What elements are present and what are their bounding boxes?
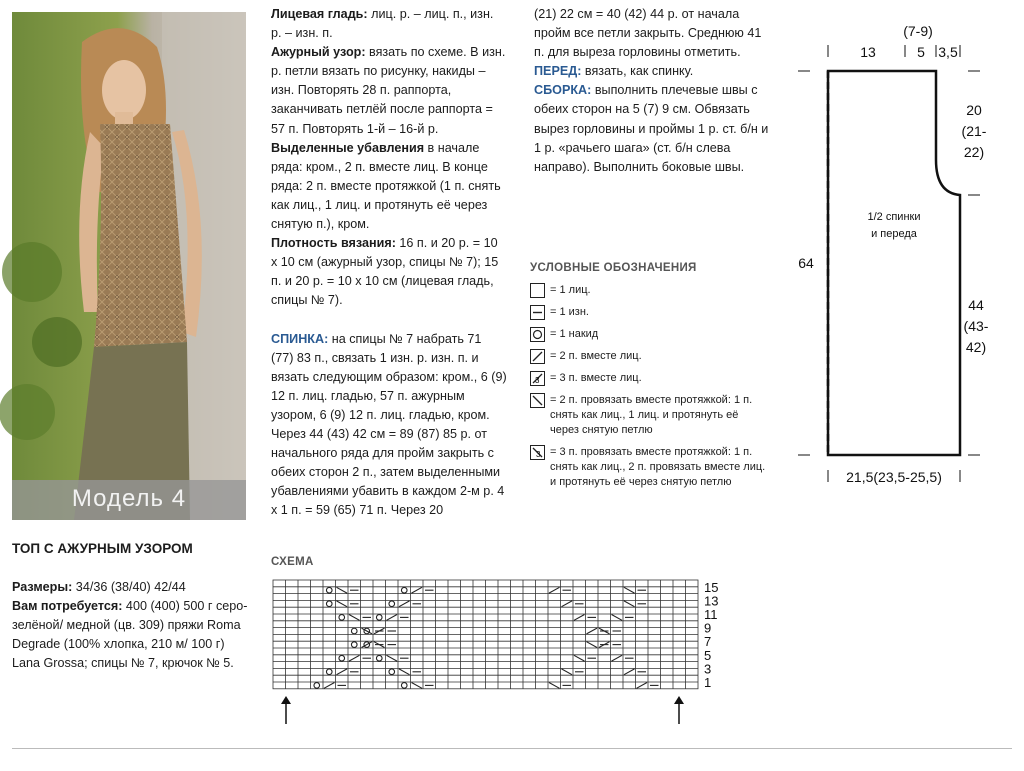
instructions-column-1 xyxy=(271,5,507,520)
openwork-label: Ажурный узор: xyxy=(271,45,366,60)
needs-label: Вам потребуется: xyxy=(12,599,123,614)
chart-row-number: 1 xyxy=(704,675,712,690)
chart-yarn-over xyxy=(314,683,320,689)
svg-text:3: 3 xyxy=(535,376,540,385)
stockinette-text: лиц. р. – лиц. п., изн. р. – изн. п. xyxy=(271,7,494,41)
chart-yarn-over xyxy=(326,669,332,675)
gauge-text: 16 п. и 20 р. = 10 х 10 см (ажурный узор, спицы № 7); 15 п. и 20 р. = 10 х 10 см (лицевая гладь, спицы № 7). xyxy=(271,236,499,308)
dim-armhole: 20 xyxy=(966,102,982,118)
sizes-value: 34/36 (38/40) 42/44 xyxy=(72,580,186,594)
gauge-label: Плотность вязания: xyxy=(271,236,396,251)
chart-row-number: 3 xyxy=(704,661,712,677)
legend-item xyxy=(530,371,770,386)
photo-caption: Модель 4 xyxy=(12,480,246,520)
chart-decrease xyxy=(399,669,410,675)
assembly-label: СБОРКА: xyxy=(534,83,592,98)
legend-text: = 3 п. вместе лиц. xyxy=(550,372,642,384)
sizes-label: Размеры: xyxy=(12,580,73,594)
chart-decrease xyxy=(587,642,598,648)
legend-item xyxy=(530,283,770,298)
schematic-outline xyxy=(828,71,960,455)
legend-item xyxy=(530,393,770,438)
chart-decrease xyxy=(624,669,635,675)
dim-side-c: 42) xyxy=(965,339,987,355)
dim-armhole-c: 22) xyxy=(963,144,985,160)
legend-text: = 1 накид xyxy=(550,328,599,340)
chart-decrease xyxy=(412,587,423,593)
assembly-text: выполнить плечевые швы с обеих сторон на 5 (7) 9 см. Обвязать вырез горловины и проймы 1 р. ст. б/н и 1 р. «рачьего шага» (ст. б/н слева направо). Выполнить боковые швы. xyxy=(534,83,769,174)
chart-yarn-over xyxy=(326,587,332,593)
chart-row-number: 13 xyxy=(704,593,719,609)
chart-yarn-over xyxy=(351,628,357,634)
chart-decrease xyxy=(349,655,360,661)
dim-length: 64 xyxy=(798,255,814,271)
k2tog-symbol-icon xyxy=(530,349,545,364)
pattern-title: ТОП С АЖУРНЫМ УЗОРОМ xyxy=(12,541,193,556)
legend-text: = 1 изн. xyxy=(550,306,589,318)
chart-decrease xyxy=(349,615,360,621)
chart-decrease xyxy=(324,683,335,689)
chart-decrease xyxy=(362,628,373,634)
chart-decrease xyxy=(337,587,348,593)
dim-top-3-5: 3,5 xyxy=(938,44,958,60)
legend xyxy=(530,283,770,497)
legend-text: = 2 п. провязать вместе протяжкой: 1 п. снять как лиц., 1 лиц. и протянуть её через снятую петлю xyxy=(550,394,753,436)
chart-decrease xyxy=(624,601,635,607)
legend-text: = 1 лиц. xyxy=(550,284,591,296)
schematic-label-1: 1/2 спинки xyxy=(867,211,921,223)
model-photo xyxy=(12,12,246,520)
chart-decrease xyxy=(549,683,560,689)
chart-decrease xyxy=(574,655,585,661)
chart-decrease xyxy=(412,683,423,689)
chart-row-number: 11 xyxy=(704,607,718,622)
dim-side: 44 xyxy=(968,297,984,313)
openwork-text: вязать по схеме. В изн. р. петли вязать по рисунку, накиды – изн. Повторять 28 п. раппорта, заканчивать петлёй после раппорта = 57 п. Повторять 1-й – 16-й р. xyxy=(271,45,506,136)
instructions-column-2 xyxy=(534,5,770,177)
dim-top-5: 5 xyxy=(917,44,925,60)
chart-decrease xyxy=(387,615,398,621)
k3tog-symbol-icon xyxy=(530,371,545,386)
decreases-text: в начале ряда: кром., 2 п. вместе лиц. В конце ряда: 2 п. вместе протяжкой (1 п. снять как лиц., 1 лиц. и протянуть её через снятую п.), кром. xyxy=(271,140,501,232)
chart-yarn-over xyxy=(389,669,395,675)
schematic-label-2: и переда xyxy=(871,228,917,240)
chart-decrease xyxy=(562,601,573,607)
legend-text: = 2 п. вместе лиц. xyxy=(550,350,642,362)
legend-item xyxy=(530,445,770,490)
front-text: вязать, как спинку. xyxy=(581,64,694,79)
chart-row-number: 7 xyxy=(704,634,712,650)
chart-title: СХЕМА xyxy=(271,556,314,568)
svg-text:3: 3 xyxy=(536,450,541,459)
chart-decrease xyxy=(637,683,648,689)
dim-top-13: 13 xyxy=(860,44,876,60)
stockinette-label: Лицевая гладь: xyxy=(271,7,368,21)
bottom-divider xyxy=(12,748,1012,749)
back-text: на спицы № 7 набрать 71 (77) 83 п., связать 1 изн. р. изн. п. и вязать следующим образом: кром., 6 (9) 12 п. лиц. гладью, 57 п. ажурным узором, 6 (9) 12 п. лиц. гладью, кром. Через 44 (43) 42 см = 89 (87) 85 р. от начального ряда для пройм закрыть с обеих сторон 2 п., затем выделенными убавлениями убавить в каждом 2-м р. 4 х 1 п. = 59 (65) 71 п. Через 20 xyxy=(271,331,507,518)
model-photo-image xyxy=(12,12,246,520)
sk2p-symbol-icon xyxy=(530,445,545,460)
chart-decrease xyxy=(337,669,348,675)
dim-width: 21,5(23,5-25,5) xyxy=(846,469,942,485)
purl-symbol-icon xyxy=(530,305,545,320)
legend-item xyxy=(530,349,770,364)
front-label: ПЕРЕД: xyxy=(534,64,582,79)
chart-yarn-over xyxy=(376,655,382,661)
legend-title: УСЛОВНЫЕ ОБОЗНАЧЕНИЯ xyxy=(530,262,697,274)
chart-yarn-over xyxy=(339,655,345,661)
dim-armhole-b: (21- xyxy=(961,123,987,139)
legend-text: = 3 п. провязать вместе протяжкой: 1 п. снять как лиц., 2 п. провязать вместе лиц. и протянуть её через снятую петлю xyxy=(550,446,766,488)
chart-yarn-over xyxy=(401,683,407,689)
chart-row-number: 9 xyxy=(704,620,712,636)
chart-row-number: 15 xyxy=(704,579,719,595)
chart-yarn-over xyxy=(326,601,332,607)
chart-yarn-over xyxy=(389,601,395,607)
chart-decrease xyxy=(387,655,398,661)
chart-yarn-over xyxy=(351,642,357,648)
stitch-chart xyxy=(268,578,719,728)
back-label: СПИНКА: xyxy=(271,331,329,346)
legend-item xyxy=(530,305,770,320)
chart-decrease xyxy=(399,601,410,607)
ssk-symbol-icon xyxy=(530,393,545,408)
dim-side-b: (43- xyxy=(963,318,989,334)
garment-schematic xyxy=(790,15,1020,495)
chart-decrease xyxy=(612,655,623,661)
chart-decrease xyxy=(549,587,560,593)
chart-decrease xyxy=(624,587,635,593)
chart-yarn-over xyxy=(401,587,407,593)
needs-value: 400 (400) 500 г серо-зелёной/ медной (цв. 309) пряжи Roma Degrade (100% хлопка, 210 м/ 100 г) Lana Grossa; спицы № 7, крючок № 5. xyxy=(12,599,248,671)
chart-decrease xyxy=(574,615,585,621)
legend-item xyxy=(530,327,770,342)
chart-yarn-over xyxy=(376,615,382,621)
knit-symbol-icon xyxy=(530,283,545,298)
chart-row-number: 5 xyxy=(704,647,712,663)
chart-decrease xyxy=(337,601,348,607)
chart-decrease xyxy=(587,628,598,634)
chart-decrease xyxy=(362,642,373,648)
dim-top-neck: (7-9) xyxy=(903,23,933,39)
yarn-over-symbol-icon xyxy=(530,327,545,342)
decreases-label: Выделенные убавления xyxy=(271,140,425,155)
chart-yarn-over xyxy=(339,615,345,621)
chart-decrease xyxy=(562,669,573,675)
back-continued-text: (21) 22 см = 40 (42) 44 р. от начала пройм все петли закрыть. Среднюю 41 п. для выреза горловины отметить. xyxy=(534,7,762,60)
materials-block xyxy=(12,578,252,673)
chart-decrease xyxy=(612,615,623,621)
